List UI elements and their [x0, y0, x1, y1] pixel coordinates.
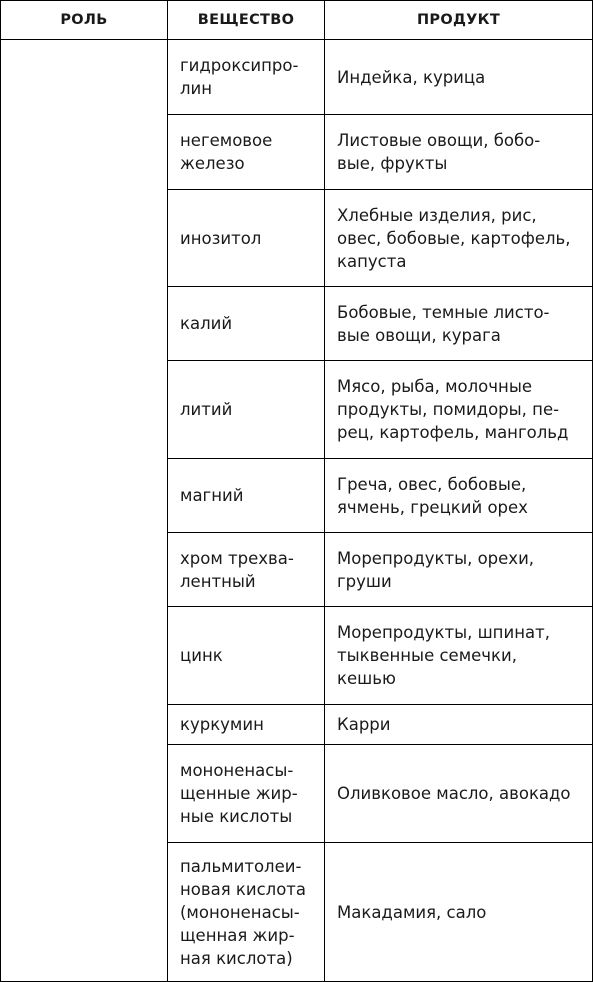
- substance-text: инозитол: [180, 228, 262, 248]
- substance-cell: [168, 287, 325, 361]
- substance-text: мононенасы- щенные жир- ные кислоты: [180, 761, 298, 826]
- product-cell: [325, 115, 593, 190]
- substance-cell: [168, 115, 325, 190]
- header-row: [1, 1, 593, 40]
- product-text: Листовые овощи, бобо- вые, фрукты: [337, 131, 541, 173]
- substance-cell: [168, 607, 325, 705]
- substance-cell: [168, 533, 325, 607]
- substance-cell: [168, 705, 325, 745]
- product-text: Морепродукты, орехи, груши: [337, 548, 535, 591]
- header-role: РОЛЬ: [1, 1, 168, 40]
- product-text: Оливковое масло, авокадо: [337, 784, 571, 803]
- product-text: Бобовые, темные листо- вые овощи, курага: [337, 302, 550, 345]
- product-cell: [325, 287, 593, 361]
- product-cell: [325, 533, 593, 607]
- product-cell: [325, 607, 593, 705]
- product-text: Карри: [337, 715, 391, 734]
- product-text: Греча, овес, бобовые, ячмень, грецкий орех: [337, 474, 528, 517]
- product-cell: [325, 361, 593, 459]
- table-row: [1, 40, 593, 115]
- header-product: ПРОДУКТ: [325, 1, 593, 40]
- product-cell: [325, 745, 593, 843]
- substance-text: магний: [180, 486, 244, 505]
- substance-text: пальмитолеи- новая кислота (мононенасы- щенная жир- ная кислота): [180, 856, 307, 968]
- product-text: Хлебные изделия, рис, овес, бобовые, картофель, капуста: [337, 205, 571, 271]
- substance-text: негемовое железо: [180, 131, 273, 173]
- product-text: Индейка, курица: [337, 67, 486, 87]
- substance-cell: [168, 745, 325, 843]
- substance-cell: [168, 459, 325, 533]
- product-cell: [325, 459, 593, 533]
- product-text: Морепродукты, шпинат, тыквенные семечки, кешью: [337, 623, 550, 688]
- substance-text: цинк: [180, 646, 223, 665]
- substance-cell: [168, 190, 325, 287]
- table-header: [1, 1, 593, 40]
- substance-text: куркумин: [180, 715, 264, 734]
- substance-text: хром трехва- лентный: [180, 548, 294, 591]
- product-cell: [325, 705, 593, 745]
- product-cell: [325, 843, 593, 982]
- substance-cell: [168, 843, 325, 982]
- header-substance: ВЕЩЕСТВО: [168, 1, 325, 40]
- table-body: [1, 40, 593, 982]
- role-cell: [1, 40, 168, 982]
- substance-text: калий: [180, 314, 233, 333]
- product-text: Мясо, рыба, молочные продукты, помидоры, пе- рец, картофель, мангольд: [337, 377, 569, 442]
- product-text: Макадамия, сало: [337, 902, 487, 922]
- substance-text: гидроксипро- лин: [180, 56, 299, 98]
- substance-text: литий: [180, 400, 233, 419]
- substance-cell: [168, 40, 325, 115]
- product-cell: [325, 190, 593, 287]
- product-cell: [325, 40, 593, 115]
- substance-cell: [168, 361, 325, 459]
